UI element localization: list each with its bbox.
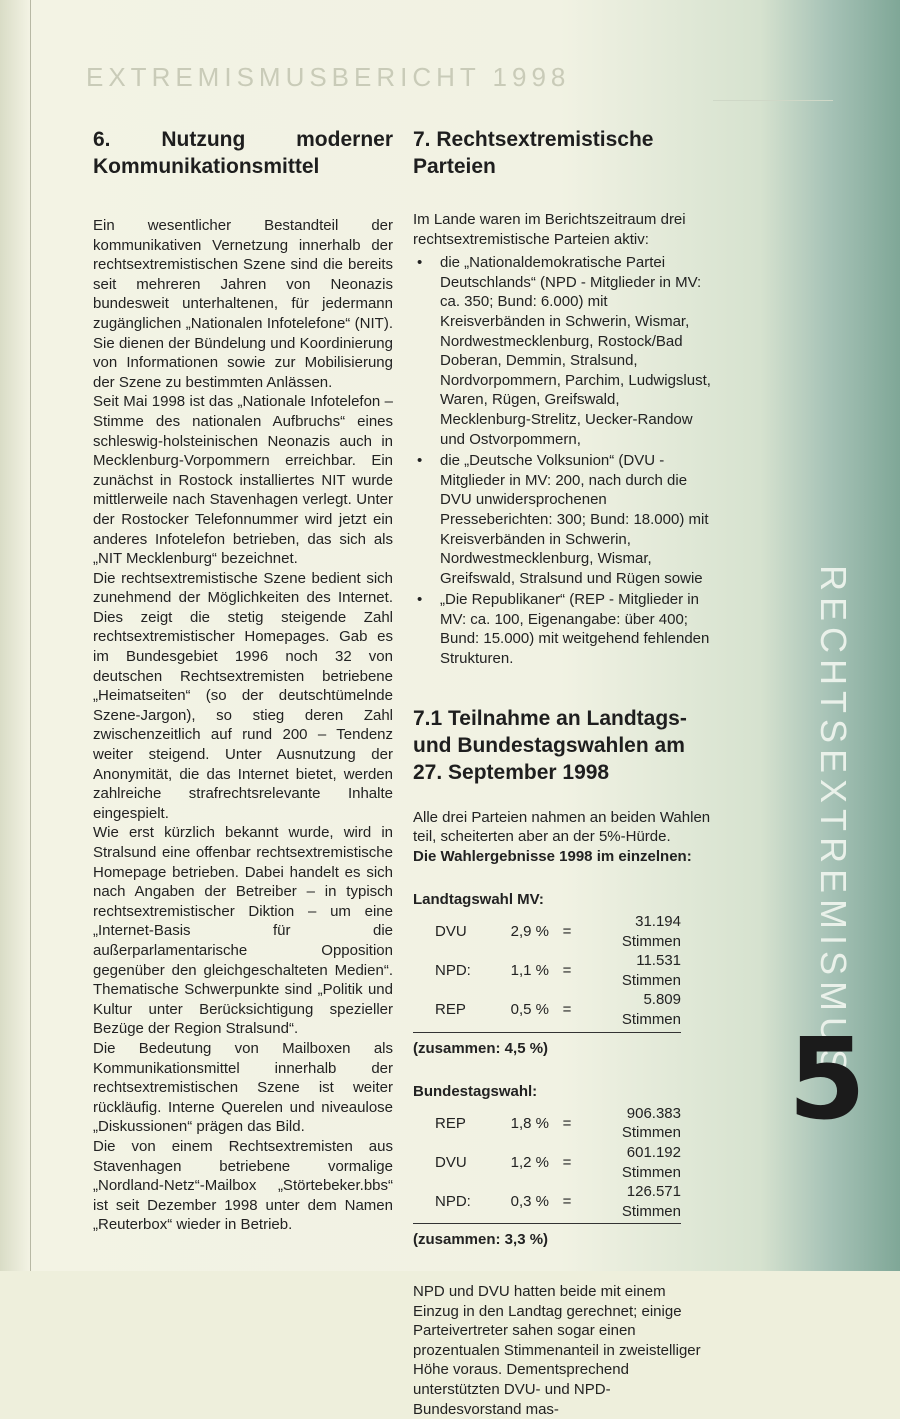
header-rule <box>713 100 833 101</box>
party-list <box>413 253 713 668</box>
results-heading: Die Wahlergebnisse 1998 im einzelnen: <box>413 847 692 865</box>
landtag-title: Landtagswahl MV: <box>413 891 544 909</box>
party-cell: DVU <box>435 922 467 940</box>
paragraph: Die Bedeutung von Mailboxen als Kommunikationsmittel innerhalb der rechtsextremistischen Szene ist weiter rückläufig. Interne Querelen und niveaulose „Diskussionen“ prägen das Bild. <box>93 1039 393 1136</box>
equals-cell: = <box>562 1192 572 1210</box>
section-7-intro: Im Lande waren im Berichtszeitraum drei rechtsextremistische Parteien aktiv: <box>413 211 686 248</box>
votes-cell: 601.192 Stimmen <box>621 1143 681 1181</box>
party-cell: NPD: <box>435 962 471 980</box>
votes-cell: 906.383 Stimmen <box>621 1104 681 1142</box>
binding-edge <box>30 0 31 1271</box>
paragraph: Die rechtsextremistische Szene bedient sich zunehmend der Möglichkeiten des Internet. Dies zeigt die stetig steigende Zahl rechtsextremistischer Homepages. Gab es im Bundesgebiet 1996 noch 32 von deutschen Rechtsextremisten betriebene „Heimatseiten“ (so der deutschtümelnde Szene-Jargon), so stieg deren Zahl zwischenzeitlich auf rund 200 – Tendenz weiter steigend. Unter Ausnutzung der Anonymität, die das Internet bietet, werden zahlreiche strafrechtsrelevante Inhalte eingespielt. <box>93 569 393 822</box>
section-7-1 <box>413 705 713 1419</box>
bundestag-total: (zusammen: 3,3 %) <box>413 1231 549 1249</box>
chapter-number: 5 <box>788 1015 866 1145</box>
equals-cell: = <box>562 1001 572 1019</box>
running-header: EXTREMISMUSBERICHT 1998 <box>86 62 571 92</box>
section-7-1-text: Alle drei Parteien nahmen an beiden Wahlen teil, scheiterten aber an der 5%-Hürde. <box>413 808 711 846</box>
party-cell: REP <box>435 1114 466 1132</box>
section-7-heading: 7. Rechtsextremistische Parteien <box>413 128 654 178</box>
votes-cell: 126.571 Stimmen <box>621 1183 681 1220</box>
percent-cell: 0,3 % <box>510 1192 549 1210</box>
table-row <box>413 1104 681 1143</box>
paragraph: Wie erst kürzlich bekannt wurde, wird in Stralsund eine offenbar rechtsextremistische Homepage betrieben. Dabei handelt es sich nach Angaben der Betreiber – in typisch rechtsextremistischer Diktion – um eine „Internet-Basis für die außerparlamentarische Opposition gegenüber den gleichgeschalteten Medien“. Thematische Schwerpunkte sind „Politik und Kultur unter Berücksichtigung spezieller Bezüge der Region Stralsund“. <box>93 824 393 1038</box>
percent-cell: 1,1 % <box>510 962 549 980</box>
table-row <box>413 1143 681 1182</box>
percent-cell: 2,9 % <box>510 922 549 940</box>
closing-paragraph: NPD und DVU hatten beide mit einem Einzug in den Landtag gerechnet; einige Parteivertreter sahen sogar einen prozentualen Stimmenanteil in zweistelliger Höhe voraus. Dementsprechend unterstützten DVU- und NPD-Bundesvorstand mas- <box>413 1282 701 1418</box>
paragraph: Die von einem Rechtsextremisten aus Stavenhagen betriebene vormalige „Nordland-Netz“-Mailbox „Störtebeker.bbs“ ist seit Dezember 1998 unter dem Namen „Reuterbox“ wieder in Betrieb. <box>93 1137 393 1234</box>
section-6-heading: 6. Nutzung moderner Kommunikationsmittel <box>93 128 393 178</box>
party-cell: DVU <box>435 1153 467 1171</box>
table-rule <box>413 1223 681 1224</box>
table-row <box>413 990 681 1029</box>
votes-cell: 5.809 Stimmen <box>621 991 681 1028</box>
list-item: • „Die Republikaner“ (REP - Mitglieder in MV: ca. 100, Eigenangabe: über 400; Bund: 15.000) mit weitgehend fehlenden Strukturen. <box>413 590 713 668</box>
table-row <box>413 1182 681 1221</box>
paragraph: Ein wesentlicher Bestandteil der kommunikativen Vernetzung innerhalb der rechtsextremistischen Szene sind die bereits seit mehreren Jahren von Neonazis bundesweit unterhaltenen, für jedermann zugänglichen „Nationalen Infotelefone“ (NIT). Sie dienen der Bündelung und Koordinierung von Informationen sowie zur Mobilisierung der Szene zu bestimmten Anlässen. <box>93 217 393 391</box>
equals-cell: = <box>562 1153 572 1171</box>
equals-cell: = <box>562 922 572 940</box>
landtag-total: (zusammen: 4,5 %) <box>413 1039 549 1057</box>
table-rule <box>413 1032 681 1033</box>
side-tab-label: RECHTSEXTREMISMUS <box>813 565 854 1080</box>
votes-cell: 11.531 Stimmen <box>621 952 681 989</box>
landtag-results-table <box>413 912 681 1030</box>
bundestag-results-table <box>413 1104 681 1222</box>
list-item: • die „Deutsche Volksunion“ (DVU - Mitglieder in MV: 200, nach durch die DVU unwidersprochenen Presseberichten: 300; Bund: 18.000) mit Kreisverbänden in Schwerin, Nordwestmecklenburg, Wismar, Greifswald, Stralsund und Rügen sowie <box>413 451 713 588</box>
right-column <box>413 126 713 1419</box>
paragraph: Seit Mai 1998 ist das „Nationale Infotelefon – Stimme des nationalen Aufbruchs“ eines schleswig-holsteinischen Neonazis auch in Mecklenburg-Vorpommern erreichbar. Ein zunächst in Rostock installiertes NIT wurde mittlerweile nach Stavenhagen verlegt. Unter der Rostocker Telefonnummer wird jetzt ein anderes Infotelefon betrieben, das sich als „NIT Mecklenburg“ bezeichnet. <box>93 393 393 568</box>
bundestag-title: Bundestagswahl: <box>413 1083 538 1101</box>
table-row <box>413 912 681 951</box>
equals-cell: = <box>562 1114 572 1132</box>
votes-cell: 31.194 Stimmen <box>621 913 681 950</box>
equals-cell: = <box>562 962 572 980</box>
list-item: • die „Nationaldemokratische Partei Deutschlands“ (NPD - Mitglieder in MV: ca. 350; Bund: 6.000) mit Kreisverbänden in Schwerin, Wismar, Nordwestmecklenburg, Rostock/Bad Doberan, Demmin, Stralsund, Nordvorpommern, Parchim, Ludwigslust, Waren, Rügen, Greifswald, Mecklenburg-Strelitz, Uecker-Randow und Ostvorpommern, <box>413 253 713 449</box>
percent-cell: 1,2 % <box>510 1153 549 1171</box>
percent-cell: 1,8 % <box>510 1114 549 1132</box>
left-column <box>93 126 393 1235</box>
percent-cell: 0,5 % <box>510 1001 549 1019</box>
table-row <box>413 951 681 990</box>
section-7-1-heading: 7.1 Teilnahme an Landtags- und Bundestagswahlen am 27. September 1998 <box>413 706 687 784</box>
party-cell: NPD: <box>435 1192 471 1210</box>
party-cell: REP <box>435 1001 466 1019</box>
